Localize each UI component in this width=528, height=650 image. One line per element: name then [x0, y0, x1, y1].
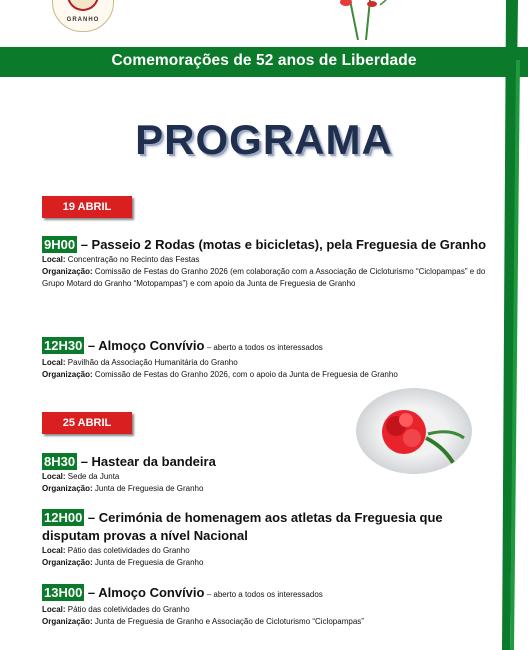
event-local: Local: Pátio das coletividades do Granho — [42, 546, 190, 555]
event-note: – aberto a todos os interessados — [204, 343, 323, 352]
event-note: – aberto a todos os interessados — [204, 590, 323, 599]
event-passeio — [42, 236, 492, 290]
event-local: Local: Concentração no Recinto das Festas — [42, 255, 200, 264]
event-organization: Organização: Comissão de Festas do Granho 2026, com o apoio da Junta de Freguesia de Granho — [42, 370, 398, 379]
crest-icon — [67, 0, 99, 11]
event-heading — [42, 453, 492, 471]
logo-text: GRANHO — [66, 17, 100, 23]
event-almoco-1 — [42, 337, 492, 381]
event-heading — [42, 509, 492, 545]
date-tag-25-abril: 25 ABRIL — [42, 412, 132, 434]
event-title: – Cerimónia de homenagem aos atletas da Freguesia que disputam provas a nível Nacional — [42, 510, 443, 543]
event-title: – Almoço Convívio — [84, 585, 205, 600]
event-time: 13H00 — [44, 585, 83, 600]
event-title: – Hastear da bandeira — [77, 454, 216, 469]
event-title: – Almoço Convívio — [84, 338, 205, 353]
event-time: 8H30 — [44, 454, 76, 469]
event-cerimonia — [42, 509, 492, 569]
event-time: 12H00 — [44, 510, 83, 525]
event-heading — [42, 584, 492, 604]
banner-title: Comemorações de 52 anos de Liberdade — [111, 52, 417, 69]
event-local: Local: Pátio das coletividades do Granho — [42, 605, 190, 614]
event-organization: Organização: Junta de Freguesia de Granho — [42, 484, 204, 493]
event-heading — [42, 337, 492, 357]
logo — [52, 0, 114, 32]
title-banner — [0, 47, 528, 77]
event-organization: Organização: Comissão de Festas do Granho 2026 (em colaboração com a Associação de Cicloturismo “Ciclopampas” e do Grupo Motard do Granho “Motopampas”) e com apoio da Junta de Freguesia de Granho — [42, 267, 486, 288]
event-local: Local: Pavilhão da Associação Humanitária do Granho — [42, 358, 238, 367]
date-tag-19-abril: 19 ABRIL — [42, 196, 132, 218]
carnation-stem-icon — [320, 0, 400, 40]
page-heading: PROGRAMA — [135, 116, 393, 163]
event-heading — [42, 236, 492, 254]
event-time: 12H30 — [44, 338, 83, 353]
green-stripe-decoration — [488, 0, 528, 650]
event-organization: Organização: Junta de Freguesia de Granho — [42, 558, 204, 567]
event-time: 9H00 — [44, 237, 76, 252]
event-title: – Passeio 2 Rodas (motas e bicicletas), pela Freguesia de Granho — [77, 237, 487, 252]
event-almoco-2 — [42, 584, 492, 628]
event-local: Local: Sede da Junta — [42, 472, 120, 481]
event-bandeira — [42, 453, 492, 495]
event-organization: Organização: Junta de Freguesia de Granho e Associação de Cicloturismo “Ciclopampas” — [42, 617, 364, 626]
